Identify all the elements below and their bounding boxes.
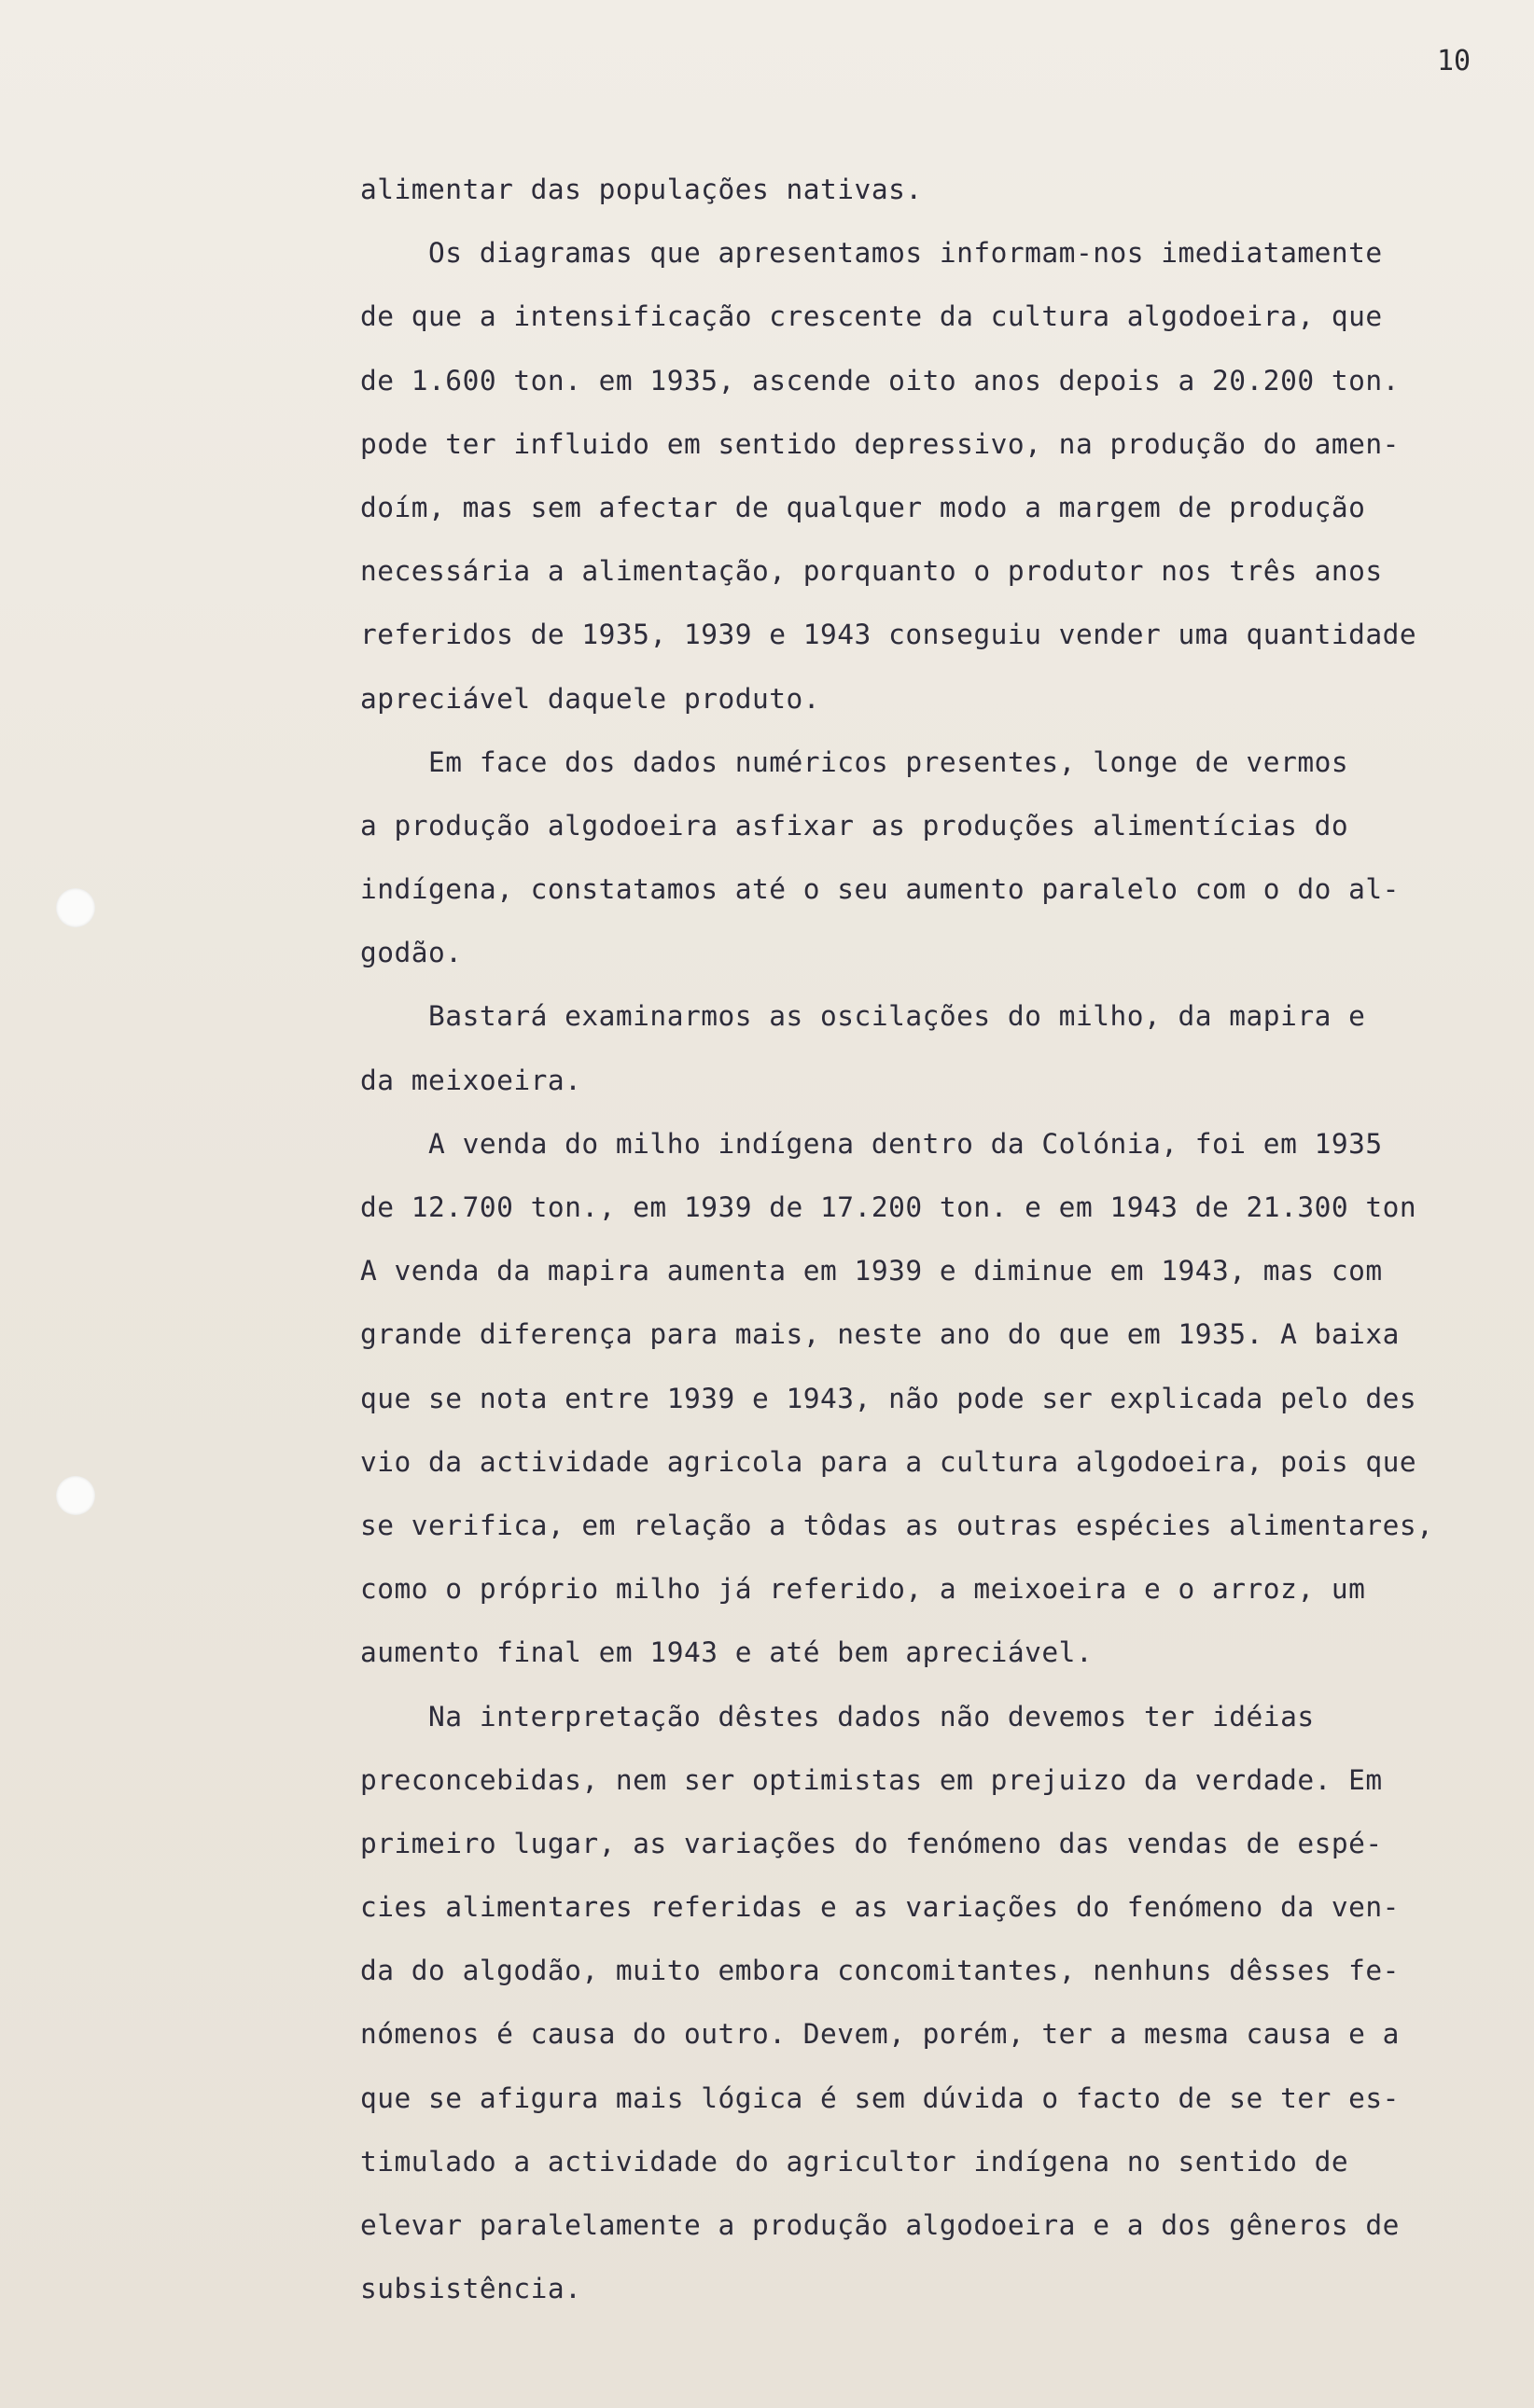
text-line: como o próprio milho já referido, a meixoeira e o arroz, um bbox=[360, 1573, 1366, 1606]
text-line: nómenos é causa do outro. Devem, porém, ter a mesma causa e a bbox=[360, 2018, 1400, 2051]
text-line: alimentar das populações nativas. bbox=[360, 174, 923, 205]
text-line: timulado a actividade do agricultor indígena no sentido de bbox=[360, 2145, 1349, 2178]
text-line: de 12.700 ton., em 1939 de 17.200 ton. e em 1943 de 21.300 ton bbox=[360, 1191, 1417, 1223]
text-line: apreciável daquele produto. bbox=[360, 682, 821, 715]
body-text bbox=[360, 168, 1517, 2331]
page-number: 10 bbox=[1437, 45, 1471, 77]
text-line: preconcebidas, nem ser optimistas em prejuizo da verdade. Em bbox=[360, 1763, 1383, 1796]
text-line: godão. bbox=[360, 937, 463, 969]
text-line: da meixoeira. bbox=[360, 1064, 582, 1096]
text-line: pode ter influido em sentido depressivo, na produção do amen- bbox=[360, 427, 1400, 460]
text-line: de que a intensificação crescente da cultura algodoeira, que bbox=[360, 300, 1383, 333]
text-line: A venda da mapira aumenta em 1939 e diminue em 1943, mas com bbox=[360, 1255, 1383, 1288]
text-line: Na interpretação dêstes dados não devemos ter idéias bbox=[360, 1700, 1315, 1733]
text-line: Os diagramas que apresentamos informam-nos imediatamente bbox=[360, 237, 1383, 270]
text-line: elevar paralelamente a produção algodoeira e a dos gêneros de bbox=[360, 2209, 1400, 2241]
text-line: Bastará examinarmos as oscilações do milho, da mapira e bbox=[360, 1000, 1366, 1033]
punch-hole bbox=[56, 888, 95, 927]
text-line: aumento final em 1943 e até bem apreciável. bbox=[360, 1636, 1094, 1669]
text-line: grande diferença para mais, neste ano do que em 1935. A baixa bbox=[360, 1318, 1400, 1351]
text-line: doím, mas sem afectar de qualquer modo a margem de produção bbox=[360, 491, 1366, 523]
text-line: da do algodão, muito embora concomitantes, nenhuns dêsses fe- bbox=[360, 1955, 1400, 1987]
text-line: que se nota entre 1939 e 1943, não pode ser explicada pelo des bbox=[360, 1382, 1417, 1414]
punch-hole bbox=[56, 1476, 95, 1515]
text-line: que se afigura mais lógica é sem dúvida o facto de se ter es- bbox=[360, 2081, 1400, 2114]
text-line: cies alimentares referidas e as variações do fenómeno da ven- bbox=[360, 1891, 1400, 1924]
text-line: de 1.600 ton. em 1935, ascende oito anos depois a 20.200 ton. bbox=[360, 364, 1400, 397]
text-line: A venda do milho indígena dentro da Colónia, foi em 1935 bbox=[360, 1127, 1383, 1160]
text-line: vio da actividade agricola para a cultura algodoeira, pois que bbox=[360, 1445, 1417, 1478]
text-line: primeiro lugar, as variações do fenómeno das vendas de espé- bbox=[360, 1827, 1383, 1859]
text-line: a produção algodoeira asfixar as produções alimentícias do bbox=[360, 809, 1349, 842]
text-line: necessária a alimentação, porquanto o produtor nos três anos bbox=[360, 555, 1383, 588]
text-line: Em face dos dados numéricos presentes, longe de vermos bbox=[360, 745, 1349, 778]
text-line: referidos de 1935, 1939 e 1943 conseguiu vender uma quantidade bbox=[360, 619, 1417, 651]
text-line: se verifica, em relação a tôdas as outras espécies alimentares, bbox=[360, 1509, 1434, 1541]
text-line: subsistência. bbox=[360, 2273, 582, 2305]
text-line: indígena, constatamos até o seu aumento paralelo com o do al- bbox=[360, 873, 1400, 906]
